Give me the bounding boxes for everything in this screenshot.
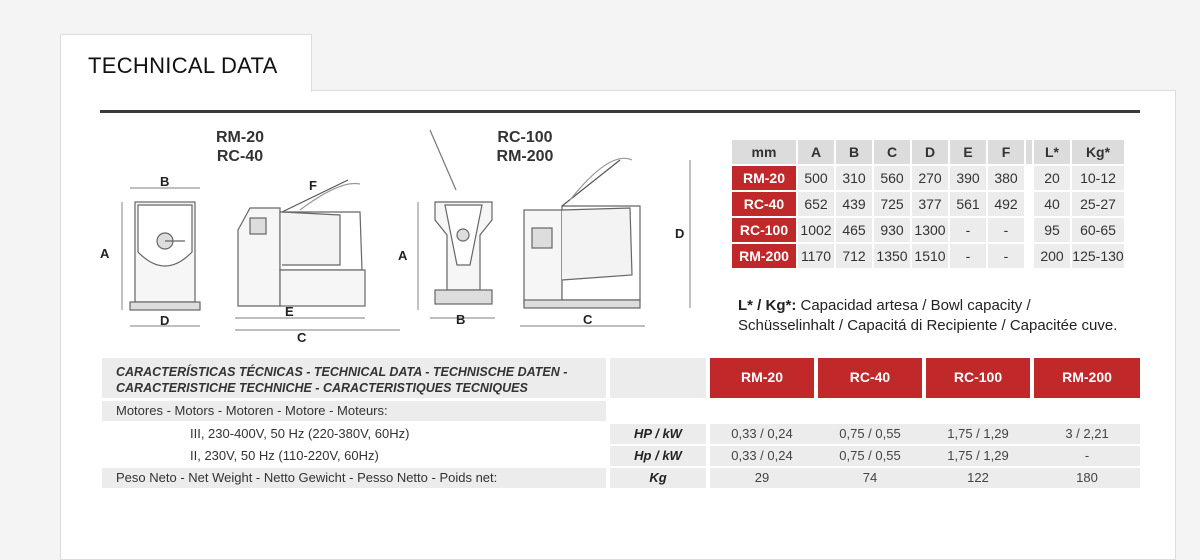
unit-header-cell (610, 358, 706, 398)
dim-header-a: A (798, 140, 834, 164)
title-rc100: RC-100 (497, 129, 553, 146)
cell: 930 (874, 218, 910, 242)
cell: - (950, 218, 986, 242)
value-cell: 180 (1076, 470, 1098, 485)
value-cell: 1,75 / 1,29 (947, 426, 1009, 441)
characteristics-title-line-2: CARACTERISTICHE TECHNICHE - CARACTERISTIQUES TECNIQUES (116, 381, 528, 395)
cell: 380 (988, 166, 1024, 190)
dimensions-table (730, 138, 1126, 270)
dim-label-d2: D (675, 226, 685, 241)
row-model: RM-200 (732, 244, 796, 268)
title-rm200: RM-200 (496, 148, 554, 165)
gap (1026, 218, 1032, 242)
cell: 310 (836, 166, 872, 190)
dim-label-b2: B (456, 312, 466, 327)
gap (1026, 192, 1032, 216)
dim-label-a1: A (100, 246, 110, 261)
cell: 40 (1034, 192, 1070, 216)
row-label-three-phase: III, 230-400V, 50 Hz (220-380V, 60Hz) (190, 426, 410, 441)
cell: 1350 (874, 244, 910, 268)
section-rule (100, 110, 1140, 113)
cell: 1170 (798, 244, 834, 268)
dim-header-e: E (950, 140, 986, 164)
cell: 10-12 (1072, 166, 1124, 190)
tab-technical-data[interactable] (60, 34, 312, 92)
value-cell: 74 (862, 470, 878, 485)
gap (1026, 140, 1032, 164)
value-cell: 0,75 / 0,55 (839, 448, 901, 463)
dim-label-b1: B (160, 174, 170, 189)
cell: 560 (874, 166, 910, 190)
row-model: RC-100 (732, 218, 796, 242)
cell: 500 (798, 166, 834, 190)
dim-header-f: F (988, 140, 1024, 164)
title-rc40: RC-40 (216, 148, 264, 165)
cell: 1300 (912, 218, 948, 242)
motors-label: Motores - Motors - Motoren - Motore - Moteurs: (116, 403, 388, 418)
technical-drawing (100, 120, 700, 350)
cell: 390 (950, 166, 986, 190)
table-row (732, 192, 1124, 216)
dim-label-d1: D (160, 313, 170, 328)
note-line-2: Schüsselinhalt / Capacitá di Recipiente / Capacitée cuve. (738, 317, 1118, 334)
cell: 712 (836, 244, 872, 268)
cell: - (988, 218, 1024, 242)
dim-label-f1: F (309, 178, 317, 193)
dim-header-c: C (874, 140, 910, 164)
front-view-small (122, 188, 200, 326)
value-cell: 122 (967, 470, 989, 485)
characteristics-title (116, 364, 567, 396)
cell: 270 (912, 166, 948, 190)
cell: - (950, 244, 986, 268)
row-label-net-weight: Peso Neto - Net Weight - Netto Gewicht - Pesso Netto - Poids net: (116, 470, 498, 485)
dim-header-l: L* (1034, 140, 1070, 164)
cell: 1002 (798, 218, 834, 242)
cell: 1510 (912, 244, 948, 268)
model-header-rm20: RM-20 (710, 358, 814, 398)
model-header-rc100: RC-100 (926, 358, 1030, 398)
row-label-single-phase: II, 230V, 50 Hz (110-220V, 60Hz) (190, 448, 379, 463)
dim-header-d: D (912, 140, 948, 164)
note-line-1: Capacidad artesa / Bowl capacity / (796, 297, 1031, 314)
value-cell: 29 (754, 470, 770, 485)
cell: 439 (836, 192, 872, 216)
dim-label-c1: C (297, 330, 307, 345)
dim-label-e1: E (285, 304, 294, 319)
cell: 561 (950, 192, 986, 216)
front-view-large (418, 130, 495, 318)
title-rm20: RM-20 (215, 129, 264, 146)
side-view-small (235, 180, 400, 330)
cell: 492 (988, 192, 1024, 216)
table-row (732, 166, 1124, 190)
unit-hp-kw: HP / kW (634, 426, 682, 441)
cell: 20 (1034, 166, 1070, 190)
capacity-note (738, 296, 1117, 336)
dim-header-b: B (836, 140, 872, 164)
dim-header-kg: Kg* (1072, 140, 1124, 164)
value-cell: 3 / 2,21 (1065, 426, 1109, 441)
unit-kg: Kg (649, 470, 667, 485)
table-row (732, 244, 1124, 268)
row-model: RC-40 (732, 192, 796, 216)
note-bold: L* / Kg*: (738, 297, 797, 314)
dim-header-mm: mm (732, 140, 796, 164)
cell: 377 (912, 192, 948, 216)
cell: 125-130 (1072, 244, 1124, 268)
value-cell: 1,75 / 1,29 (947, 448, 1009, 463)
gap (1026, 166, 1032, 190)
dimensions-header-row (732, 140, 1124, 164)
cell: - (988, 244, 1024, 268)
cell: 25-27 (1072, 192, 1124, 216)
row-model: RM-20 (732, 166, 796, 190)
cell: 200 (1034, 244, 1070, 268)
cell: 60-65 (1072, 218, 1124, 242)
model-header-rm200: RM-200 (1034, 358, 1140, 398)
cell: 465 (836, 218, 872, 242)
model-header-rc40: RC-40 (818, 358, 922, 398)
value-cell: 0,75 / 0,55 (839, 426, 901, 441)
dim-label-a2: A (398, 248, 408, 263)
unit-hp-kw: Hp / kW (634, 448, 682, 463)
cell: 725 (874, 192, 910, 216)
dim-label-c2: C (583, 312, 593, 327)
value-cell: 0,33 / 0,24 (731, 426, 793, 441)
cell: 95 (1034, 218, 1070, 242)
gap (1026, 244, 1032, 268)
table-row (732, 218, 1124, 242)
tab-label: TECHNICAL DATA (88, 53, 278, 78)
value-cell: 0,33 / 0,24 (731, 448, 793, 463)
characteristics-title-line-1: CARACTERÍSTICAS TÉCNICAS - TECHNICAL DATA - TECHNISCHE DATEN - (116, 365, 568, 379)
value-cell: - (1084, 448, 1090, 463)
side-view-large (520, 158, 690, 326)
cell: 652 (798, 192, 834, 216)
